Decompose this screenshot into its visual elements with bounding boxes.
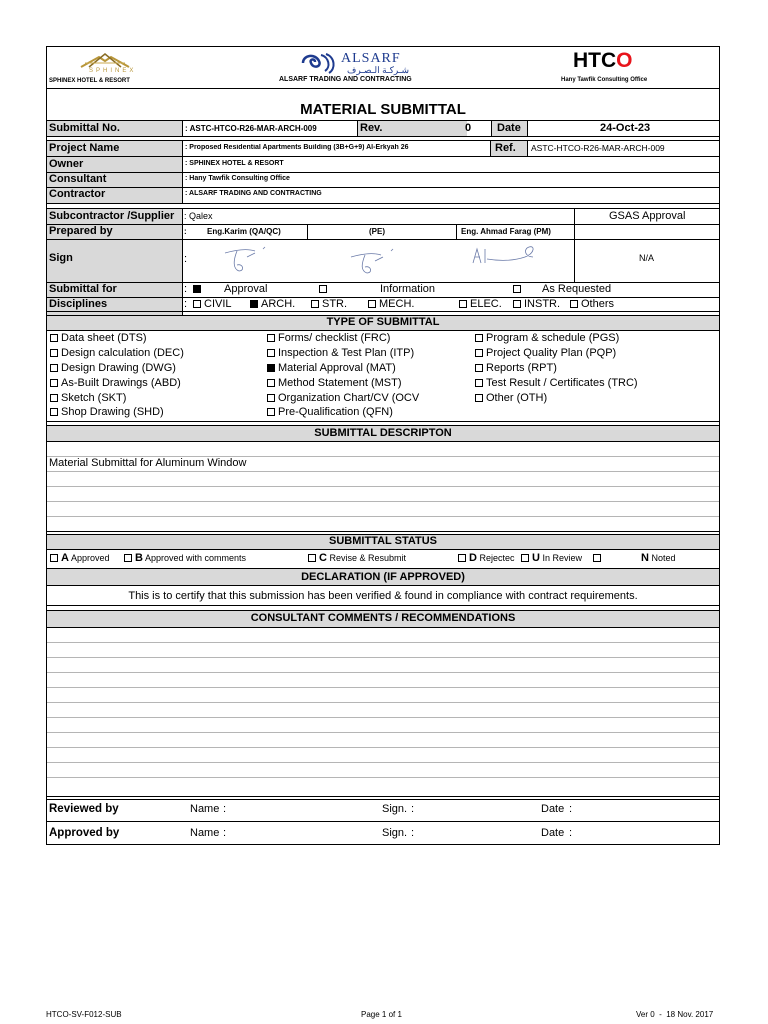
submittal-for-label: Submittal for (49, 283, 117, 295)
description-header: SUBMITTAL DESCRIPTON (314, 427, 452, 439)
status-code: U (532, 552, 540, 564)
submittal-no-value: : ASTC-HTCO-R26-MAR-ARCH-009 (185, 124, 317, 133)
htco-logo-main: HTC (573, 49, 617, 72)
status-code: A (61, 552, 69, 564)
instr-checkbox[interactable] (513, 300, 521, 308)
subcontractor-label: Subcontractor /Supplier (49, 210, 175, 222)
reviewed-name-label: Name (190, 803, 220, 815)
type-label: Sketch (SKT) (61, 392, 127, 404)
checkbox[interactable] (475, 334, 483, 342)
declaration-text: This is to certify that this submission has been verified & found in compliance with contract requirements. (128, 590, 638, 602)
gsas-label: GSAS Approval (609, 210, 686, 222)
checkbox[interactable] (475, 364, 483, 372)
prepared-by-colon: : (184, 227, 187, 236)
reviewed-name-colon: : (223, 803, 227, 815)
checkbox[interactable] (267, 379, 275, 387)
form-title: MATERIAL SUBMITTAL (300, 101, 466, 118)
others-checkbox[interactable] (570, 300, 578, 308)
civil-checkbox[interactable] (193, 300, 201, 308)
checkbox[interactable] (50, 408, 58, 416)
status-approved[interactable] (50, 552, 110, 564)
instr-label: INSTR. (524, 298, 561, 310)
type-mat[interactable] (267, 362, 396, 374)
submittal-for-information[interactable] (319, 283, 435, 295)
submittal-form (46, 46, 720, 845)
contractor-label: Contractor (49, 188, 106, 200)
prepared-by-label: Prepared by (49, 225, 113, 237)
as-requested-label: As Requested (542, 283, 612, 295)
approved-sign-colon: : (411, 827, 415, 839)
prepared-by-qaqc: Eng.Karim (QA/QC) (207, 227, 281, 236)
type-frc[interactable] (267, 332, 390, 344)
signature-pm (469, 243, 543, 271)
contractor-company-name: ALSARF TRADING AND CONTRACTING (279, 76, 412, 83)
approved-name-colon: : (223, 827, 227, 839)
type-label: Method Statement (MST) (278, 377, 402, 389)
reviewed-date-colon: : (569, 803, 573, 815)
type-label: Design calculation (DEC) (61, 347, 184, 359)
approved-by-label: Approved by (49, 827, 120, 839)
signature-pe (347, 245, 407, 277)
checkbox[interactable] (50, 554, 58, 562)
type-label: Material Approval (MAT) (278, 362, 396, 374)
comments-header: CONSULTANT COMMENTS / RECOMMENDATIONS (250, 612, 516, 624)
mech-label: MECH. (379, 298, 415, 310)
elec-checkbox[interactable] (459, 300, 467, 308)
elec-label: ELEC. (470, 298, 502, 310)
information-label: Information (380, 283, 436, 295)
type-label: Other (OTH) (486, 392, 548, 404)
type-ocv[interactable] (267, 392, 419, 404)
status-label: In Review (542, 553, 582, 563)
approved-sign-label: Sign. (382, 827, 408, 839)
alsarf-logo (299, 51, 419, 77)
civil-label: CIVIL (204, 298, 232, 310)
signature-qaqc (219, 243, 279, 275)
prepared-by-pm: Eng. Ahmad Farag (PM) (461, 227, 551, 236)
status-label: Approved with comments (144, 553, 247, 563)
prepared-by-pe: (PE) (369, 227, 385, 236)
status-label: Rejectec (479, 553, 515, 563)
status-code: C (319, 552, 327, 564)
comments-area[interactable] (47, 628, 719, 796)
discipline-civil[interactable] (193, 298, 232, 310)
type-label: Design Drawing (DWG) (61, 362, 176, 374)
checkbox[interactable] (475, 379, 483, 387)
owner-label: Owner (49, 158, 84, 170)
status-code: D (469, 552, 477, 564)
type-rpt[interactable] (475, 362, 557, 374)
date-label: Date (497, 122, 521, 134)
str-checkbox[interactable] (311, 300, 319, 308)
type-dts[interactable] (50, 332, 147, 344)
status-label: Approved (70, 553, 110, 563)
discipline-others[interactable] (570, 298, 614, 310)
sign-colon: : (184, 253, 188, 265)
type-label: As-Built Drawings (ABD) (61, 377, 181, 389)
checkbox[interactable] (475, 394, 483, 402)
approved-date-label: Date (541, 827, 565, 839)
type-label: Reports (RPT) (486, 362, 557, 374)
description-text: Material Submittal for Aluminum Window (49, 457, 247, 469)
checkbox[interactable] (50, 364, 58, 372)
checkbox[interactable] (521, 554, 529, 562)
type-pqp[interactable] (475, 347, 616, 359)
type-label: Inspection & Test Plan (ITP) (278, 347, 415, 359)
status-noted[interactable] (593, 552, 676, 564)
type-of-submittal-header: TYPE OF SUBMITTAL (326, 316, 440, 328)
disciplines-colon: : (184, 298, 188, 310)
type-label: Shop Drawing (SHD) (61, 406, 164, 418)
submittal-for-as-requested[interactable] (513, 283, 611, 295)
type-skt[interactable] (50, 392, 126, 404)
footer-page-number: Page 1 of 1 (361, 1010, 402, 1019)
checkbox[interactable] (475, 349, 483, 357)
project-name-value: : Proposed Residential Apartments Building (3B+G+9) Al-Erkyah 26 (185, 144, 409, 151)
date-value: 24-Oct-23 (600, 122, 651, 134)
status-code: B (135, 552, 143, 564)
owner-value: : SPHINEX HOTEL & RESORT (185, 160, 284, 167)
checkbox[interactable] (593, 554, 601, 562)
type-qfn[interactable] (267, 406, 393, 418)
status-in-review[interactable] (521, 552, 582, 564)
consultant-label: Consultant (49, 173, 107, 185)
type-dwg[interactable] (50, 362, 176, 374)
checkbox[interactable] (50, 349, 58, 357)
reviewed-by-label: Reviewed by (49, 803, 119, 815)
checkbox[interactable] (267, 364, 275, 372)
footer-version: Ver 0 - 18 Nov. 2017 (636, 1010, 714, 1019)
status-revise-resubmit[interactable] (308, 552, 406, 564)
discipline-mech[interactable] (368, 298, 414, 310)
sphinex-logo (59, 51, 151, 77)
htco-logo (573, 49, 633, 73)
type-label: Organization Chart/CV (OCV (278, 392, 420, 404)
checkbox[interactable] (267, 334, 275, 342)
str-label: STR. (322, 298, 348, 310)
ref-value: ASTC-HTCO-R26-MAR-ARCH-009 (531, 143, 665, 153)
type-label: Pre-Qualification (QFN) (278, 406, 393, 418)
project-name-label: Project Name (49, 142, 120, 154)
alsarf-logo-arabic: شـركـة الـصـرف (347, 65, 410, 75)
arch-checkbox[interactable] (250, 300, 258, 308)
rev-label: Rev. (360, 122, 383, 134)
owner-company-name: SPHINEX HOTEL & RESORT (49, 78, 130, 84)
as-requested-checkbox[interactable] (513, 285, 521, 293)
checkbox[interactable] (308, 554, 316, 562)
checkbox[interactable] (50, 379, 58, 387)
gsas-value: N/A (639, 253, 655, 263)
submittal-no-label: Submittal No. (49, 122, 120, 134)
discipline-str[interactable] (311, 298, 347, 310)
type-pgs[interactable] (475, 332, 619, 344)
type-label: Project Quality Plan (PQP) (486, 347, 617, 359)
type-dec[interactable] (50, 347, 184, 359)
consultant-company-name: Hany Tawfik Consulting Office (561, 77, 648, 83)
type-trc[interactable] (475, 377, 638, 389)
disciplines-label: Disciplines (49, 298, 108, 310)
consultant-value: : Hany Tawfik Consulting Office (185, 175, 290, 182)
status-header: SUBMITTAL STATUS (329, 535, 437, 547)
submittal-for-approval[interactable] (193, 283, 267, 295)
approval-checkbox[interactable] (193, 285, 201, 293)
type-shd[interactable] (50, 406, 164, 418)
others-label: Others (581, 298, 615, 310)
checkbox[interactable] (50, 334, 58, 342)
rev-value: 0 (465, 122, 472, 134)
reviewed-sign-colon: : (411, 803, 415, 815)
discipline-elec[interactable] (459, 298, 502, 310)
checkbox[interactable] (458, 554, 466, 562)
reviewed-date-label: Date (541, 803, 565, 815)
discipline-instr[interactable] (513, 298, 560, 310)
status-label: Revise & Resubmit (329, 553, 406, 563)
type-label: Forms/ checklist (FRC) (278, 332, 391, 344)
submittal-for-colon: : (184, 283, 188, 295)
type-label: Test Result / Certificates (TRC) (486, 377, 638, 389)
type-abd[interactable] (50, 377, 181, 389)
checkbox[interactable] (124, 554, 132, 562)
type-oth[interactable] (475, 392, 547, 404)
footer-form-code: HTCO-SV-F012-SUB (46, 1010, 122, 1019)
status-code: N (641, 552, 649, 564)
status-approved-with-comments[interactable] (124, 552, 246, 564)
declaration-header: DECLARATION (IF APPROVED) (301, 571, 465, 583)
reviewed-sign-label: Sign. (382, 803, 408, 815)
alsarf-logo-text: ALSARF (341, 51, 401, 66)
sign-label: Sign (49, 252, 73, 264)
checkbox[interactable] (267, 394, 275, 402)
arch-label: ARCH. (261, 298, 296, 310)
approval-label: Approval (224, 283, 268, 295)
checkbox[interactable] (50, 394, 58, 402)
subcontractor-value: : Qalex (184, 211, 213, 221)
information-checkbox[interactable] (319, 285, 327, 293)
type-label: Data sheet (DTS) (61, 332, 147, 344)
approved-date-colon: : (569, 827, 573, 839)
status-rejected[interactable] (458, 552, 514, 564)
sphinex-logo-text: SPHINEX (89, 68, 137, 74)
type-mst[interactable] (267, 377, 402, 389)
checkbox[interactable] (267, 349, 275, 357)
type-itp[interactable] (267, 347, 414, 359)
ref-label: Ref. (495, 142, 516, 154)
mech-checkbox[interactable] (368, 300, 376, 308)
alsarf-wave-icon (299, 51, 337, 75)
contractor-value: : ALSARF TRADING AND CONTRACTING (185, 190, 322, 197)
htco-logo-accent: O (616, 49, 633, 72)
approved-name-label: Name (190, 827, 220, 839)
status-label: Noted (651, 553, 676, 563)
checkbox[interactable] (267, 408, 275, 416)
discipline-arch[interactable] (250, 298, 295, 310)
type-label: Program & schedule (PGS) (486, 332, 620, 344)
